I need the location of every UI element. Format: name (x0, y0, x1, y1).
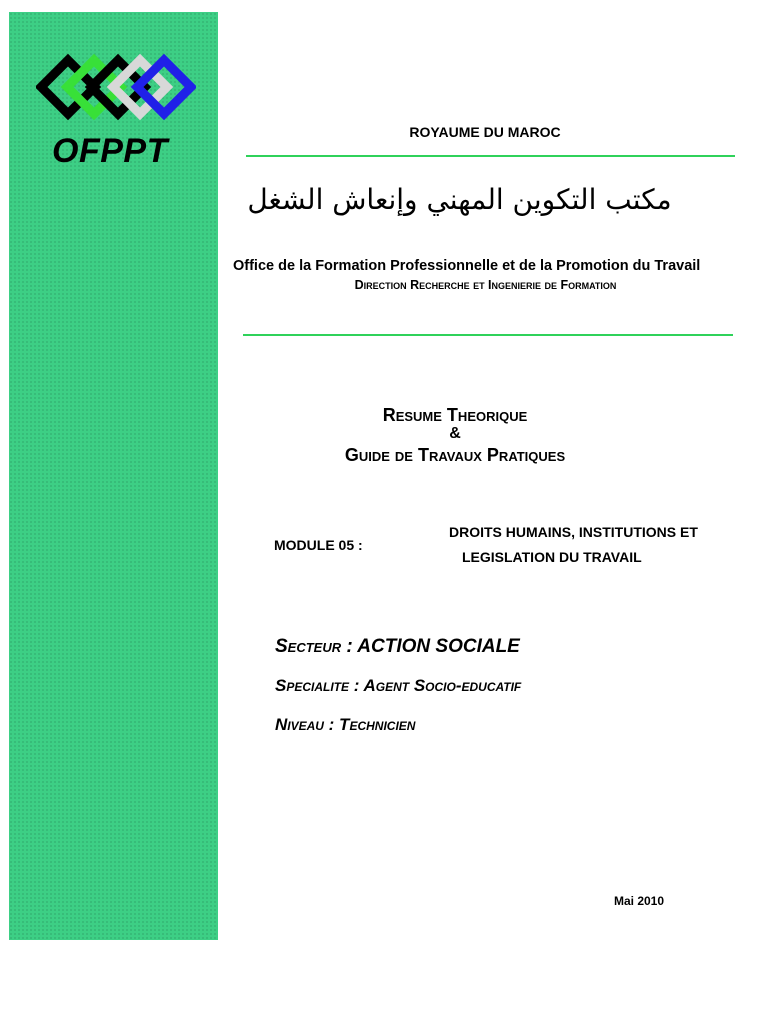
divider-top (246, 155, 735, 157)
office-name: Office de la Formation Professionnelle et de la Promotion du Travail (233, 258, 701, 274)
sector-field: Secteur : ACTION SOCIALE (275, 636, 520, 657)
title-ampersand: & (449, 425, 461, 442)
title-line-2: Guide de Travaux Pratiques (344, 445, 566, 465)
logo-wordmark: OFPPT (52, 132, 168, 170)
module-name-line-2: LEGISLATION DU TRAVAIL (462, 549, 642, 565)
module-label: MODULE 05 : (274, 537, 363, 553)
level-field: Niveau : Technicien (275, 715, 416, 734)
divider-bottom (243, 334, 733, 336)
ofppt-logo-icon (36, 48, 196, 126)
kingdom-heading: ROYAUME DU MAROC (409, 124, 561, 140)
specialty-field: Specialite : Agent Socio-educatif (275, 676, 522, 695)
title-line-1: Resume Theorique (382, 405, 528, 425)
direction-name: Direction Recherche et Ingenierie de Formation (354, 278, 617, 292)
module-name-line-1: DROITS HUMAINS, INSTITUTIONS ET (449, 524, 698, 540)
arabic-office-name: مكتب التكوين المهني وإنعاش الشغل (247, 183, 672, 216)
publication-date: Mai 2010 (614, 894, 665, 908)
